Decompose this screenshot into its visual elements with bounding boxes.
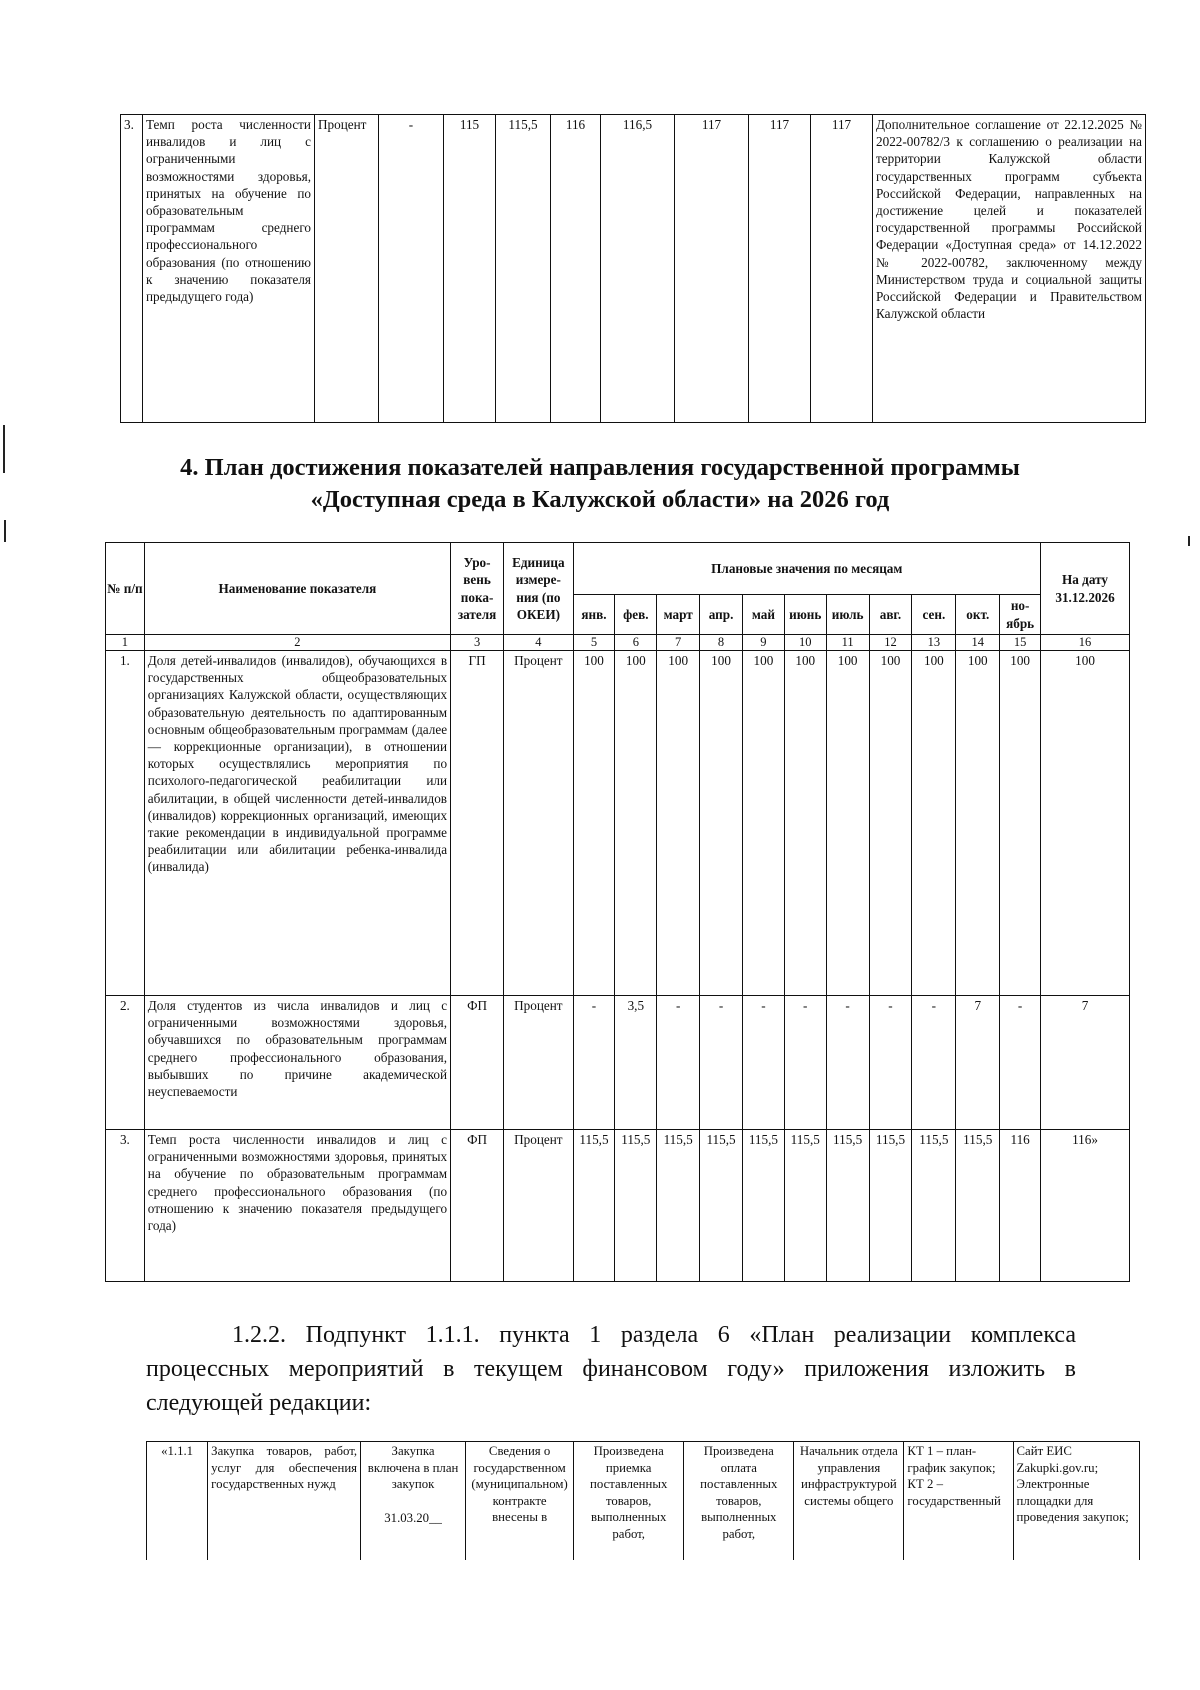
column-number: 9 [742, 635, 784, 651]
continuation-table [120, 114, 1146, 423]
column-number: 12 [869, 635, 912, 651]
indicators-plan-table [105, 542, 1130, 1282]
month-value: 115,5 [956, 1130, 1000, 1282]
month-value: 100 [956, 651, 1000, 996]
responsible-cell: Начальник отдела управления инфраструктурой системы общего [794, 1442, 904, 1560]
column-number: 3 [451, 635, 504, 651]
scan-mark [1188, 536, 1190, 546]
month-value: - [826, 996, 869, 1130]
row-number: 3. [121, 115, 143, 423]
payment-cell: Произведена оплата поставленных товаров, выполненных работ, [684, 1442, 794, 1560]
value-cell: 117 [675, 115, 749, 423]
section-heading [100, 452, 1100, 516]
indicator-name: Доля студентов из числа инвалидов и лиц с ограниченными возможностями здоровья, обучавшихся по образовательным программам среднего профессионального образования, выбывших по причине академической неуспеваемости [144, 996, 450, 1130]
acceptance-cell: Произведена приемка поставленных товаров, выполненных работ, [574, 1442, 684, 1560]
month-header: сен. [912, 595, 956, 635]
col-header-planned: Плановые значения по месяцам [573, 543, 1040, 595]
section-heading-line: 4. План достижения показателей направления государственной программы [180, 454, 1020, 481]
month-header: янв. [573, 595, 615, 635]
month-value: - [869, 996, 912, 1130]
column-number: 16 [1041, 635, 1130, 651]
month-header: апр. [700, 595, 743, 635]
column-number: 4 [504, 635, 573, 651]
month-value: 100 [1000, 651, 1041, 996]
column-number: 10 [784, 635, 826, 651]
indicator-name: Темп роста численности инвалидов и лиц с ограниченными возможностями здоровья, принятых на обучение по образовательным программам среднего профессионального образования (по отношению к значению показателя предыдущего года) [143, 115, 315, 423]
month-value: 116 [1000, 1130, 1041, 1282]
table-row [106, 1130, 1130, 1282]
column-number: 8 [700, 635, 743, 651]
month-header: май [742, 595, 784, 635]
month-value: 115,5 [784, 1130, 826, 1282]
month-header: июль [826, 595, 869, 635]
column-number: 15 [1000, 635, 1041, 651]
col-header-final: На дату 31.12.2026 [1041, 543, 1130, 635]
scan-mark [3, 425, 5, 473]
month-value: 7 [956, 996, 1000, 1130]
table-row [121, 115, 1146, 423]
control-point-text: Закупка включена в план закупок [367, 1444, 459, 1491]
month-value: 100 [573, 651, 615, 996]
amendment-paragraph [146, 1318, 1076, 1420]
col-header-level: Уро-вень пока-зателя [451, 543, 504, 635]
value-cell: 117 [749, 115, 811, 423]
activities-plan-table [146, 1441, 1140, 1560]
scan-mark [4, 520, 6, 542]
amendment-paragraph-text: 1.2.2. Подпункт 1.1.1. пункта 1 раздела 6 «План реализации комплекса процессных мероприятий в текущем финансовом году» приложения изложить в следующей редакции: [146, 1322, 1076, 1416]
month-value: - [742, 996, 784, 1130]
column-number: 6 [615, 635, 657, 651]
month-value: 3,5 [615, 996, 657, 1130]
month-value: 115,5 [657, 1130, 700, 1282]
month-value: 100 [615, 651, 657, 996]
month-value: - [657, 996, 700, 1130]
indicator-name: Темп роста численности инвалидов и лиц с ограниченными возможностями здоровья, принятых на обучение по образовательным программам среднего профессионального образования (по отношению к значению показателя предыдущего года) [144, 1130, 450, 1282]
base-value-cell: - [379, 115, 444, 423]
value-cell: 116 [551, 115, 601, 423]
contract-info-cell: Сведения о государственном (муниципальном) контракте внесены в [466, 1442, 574, 1560]
month-value: 115,5 [700, 1130, 743, 1282]
month-value: 100 [742, 651, 784, 996]
unit-cell: Процент [504, 651, 573, 996]
month-value: 115,5 [826, 1130, 869, 1282]
col-header-num: № п/п [106, 543, 145, 635]
column-number: 13 [912, 635, 956, 651]
row-number: 1. [106, 651, 145, 996]
row-number: 2. [106, 996, 145, 1130]
month-header: июнь [784, 595, 826, 635]
column-number: 2 [144, 635, 450, 651]
document-cell: Дополнительное соглашение от 22.12.2025 № 2022-00782/3 к соглашению о реализации на территории Калужской области государственных программ субъекта Российской Федерации, направленных на достижение целей и показателей государственной программы Российской Федерации «Доступная среда» от 14.12.2022 № 2022-00782, заключенному между Министерством труда и социальной защиты Российской Федерации и Правительством Калужской области [873, 115, 1146, 423]
month-value: 100 [826, 651, 869, 996]
month-value: 115,5 [573, 1130, 615, 1282]
month-header: но-ябрь [1000, 595, 1041, 635]
column-numbers-row [106, 635, 1130, 651]
month-header: фев. [615, 595, 657, 635]
value-cell: 116,5 [601, 115, 675, 423]
col-header-unit: Единица измере-ния (по ОКЕИ) [504, 543, 573, 635]
month-value: - [912, 996, 956, 1130]
info-system-cell: Сайт ЕИС Zakupki.gov.ru; Электронные площадки для проведения закупок; [1013, 1442, 1140, 1560]
indicator-name: Доля детей-инвалидов (инвалидов), обучающихся в государственных общеобразовательных организациях Калужской области, осуществляющих образовательную деятельность по адаптированным основным общеобразовательным программам (далее — коррекционные организации), в отношении которых осуществлялись мероприятия по психолого-педагогической реабилитации или абилитации, в общей численности детей-инвалидов (инвалидов) коррекционных организаций, имеющих такие рекомендации в индивидуальной программе реабилитации или абилитации ребенка-инвалида (инвалида) [144, 651, 450, 996]
month-value: - [784, 996, 826, 1130]
final-value: 100 [1041, 651, 1130, 996]
unit-cell: Процент [504, 996, 573, 1130]
level-cell: ГП [451, 651, 504, 996]
month-value: 115,5 [869, 1130, 912, 1282]
header-row [106, 543, 1130, 595]
activity-name: Закупка товаров, работ, услуг для обеспечения государственных нужд [208, 1442, 361, 1560]
month-value: 115,5 [912, 1130, 956, 1282]
control-point-cell [361, 1442, 466, 1560]
month-value: 100 [784, 651, 826, 996]
final-value: 116» [1041, 1130, 1130, 1282]
column-number: 5 [573, 635, 615, 651]
month-value: 115,5 [742, 1130, 784, 1282]
month-value: 115,5 [615, 1130, 657, 1282]
value-cell: 115,5 [496, 115, 551, 423]
month-header: март [657, 595, 700, 635]
value-cell: 117 [811, 115, 873, 423]
value-cell: 115 [444, 115, 496, 423]
table-row [106, 651, 1130, 996]
month-value: 100 [912, 651, 956, 996]
month-header: авг. [869, 595, 912, 635]
document-type-cell: КТ 1 – план-график закупок; КТ 2 – государственный [904, 1442, 1013, 1560]
level-cell: ФП [451, 996, 504, 1130]
column-number: 7 [657, 635, 700, 651]
level-cell: ФП [451, 1130, 504, 1282]
column-number: 11 [826, 635, 869, 651]
table-row [106, 996, 1130, 1130]
section-heading-line: «Доступная среда в Калужской области» на 2026 год [310, 486, 890, 513]
table-row [147, 1442, 1140, 1560]
month-header: окт. [956, 595, 1000, 635]
column-number: 1 [106, 635, 145, 651]
row-number: «1.1.1 [147, 1442, 208, 1560]
unit-cell: Процент [504, 1130, 573, 1282]
column-number: 14 [956, 635, 1000, 651]
unit-cell: Процент [315, 115, 379, 423]
col-header-name: Наименование показателя [144, 543, 450, 635]
month-value: 100 [657, 651, 700, 996]
control-point-date: 31.03.20__ [384, 1510, 442, 1525]
row-number: 3. [106, 1130, 145, 1282]
month-value: 100 [700, 651, 743, 996]
month-value: - [573, 996, 615, 1130]
month-value: - [700, 996, 743, 1130]
month-value: 100 [869, 651, 912, 996]
month-value: - [1000, 996, 1041, 1130]
final-value: 7 [1041, 996, 1130, 1130]
